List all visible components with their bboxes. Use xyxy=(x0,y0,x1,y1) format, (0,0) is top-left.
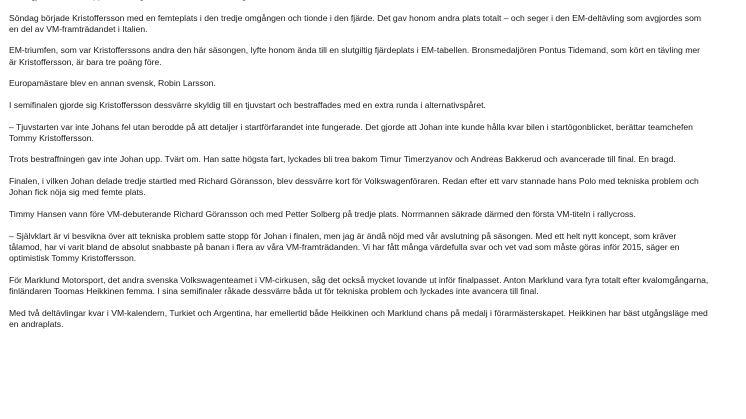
paragraph-final: Finalen, i vilken Johan delade tredje startled med Richard Göransson, blev dessvärre kort för Volkswagenföraren. Redan efter ett varv stannade hans Polo med tekniska problem och Johan fick nöja sig med femte plats. xyxy=(9,176,699,198)
paragraph-marklund-motorsport: För Marklund Motorsport, det andra svenska Volkswagenteamet i VM-cirkusen, såg det också mycket lovande ut inför finalpasset. Anton Marklund vara fyra totalt efter kvalomgångarna, finländaren Toomas Heikkinen femma. I sina semifinaler råkade dessvärre båda ut för tekniska problem och lyckades inte avancera till final. xyxy=(9,274,709,297)
paragraph-sunday-result: Söndag började Kristoffersson med en femteplats i den tredje omgången och tionde i den fjärde. Det gav honom andra plats totalt – och seger i den EM-deltävling som avgjordes som en del av VM-framträdandet i Italien. xyxy=(9,12,702,34)
paragraph-remaining-rounds: Med två deltävlingar kvar i VM-kalendern, Turkiet och Argentina, har emellertid både Heikkinen och Marklund chans på medalj i förarmästerskapet. Heikkinen har bäst utgångsläge med en andraplats. xyxy=(9,307,708,329)
paragraph-intro-tail xyxy=(9,0,709,2)
paragraph-comeback: Trots bestraffningen gav inte Johan upp. Tvärt om. Han satte högsta fart, lyckades bli trea bakom Timur Timerzyanov och Andreas Bakkerud och avancerade till final. En bragd. xyxy=(9,154,676,165)
paragraph-em-triumph: EM-triumfen, som var Kristofferssons andra den här säsongen, lyfte honom ända till en slutgiltig fjärdeplats i EM-tabellen. Bronsmedaljören Pontus Tidemand, som kört en tävling mer är Kristoffersson, är bara tre poäng före. xyxy=(9,45,701,67)
paragraph-season-quote: – Självklart är vi besvikna över att tekniska problem satte stopp för Johan i finalen, men jag är ändå nöjd med vår avslutning på säsongen. Med ett helt nytt koncept, som kräver tålamod, har vi varit bland de absolut snabbaste på banan i flera av våra VM-framträdanden. Vi har fått många värdefulla svar och vet vad som måste göras inför 2015, säger en optimistisk Tommy Kristoffersson. xyxy=(9,230,680,264)
paragraph-final-result: Timmy Hansen vann före VM-debuterande Richard Göransson och med Petter Solberg på tredje plats. Norrmannen säkrade därmed den första VM-titeln i rallycross. xyxy=(9,208,636,219)
paragraph-semifinal-jumpstart: I semifinalen gjorde sig Kristoffersson dessvärre skyldig till en tjuvstart och bestraffades med en extra runda i alternativspåret. xyxy=(9,99,486,110)
paragraph-european-champion: Europamästare blev en annan svensk, Robin Larsson. xyxy=(9,78,216,89)
paragraph-team-chief-quote: – Tjuvstarten var inte Johans fel utan berodde på att detaljer i startförfarandet inte fungerade. Det gjorde att Johan inte kunde hålla kvar bilen i startögonblicket, berättar teamchefen Tommy Kristoffersson. xyxy=(9,121,693,143)
